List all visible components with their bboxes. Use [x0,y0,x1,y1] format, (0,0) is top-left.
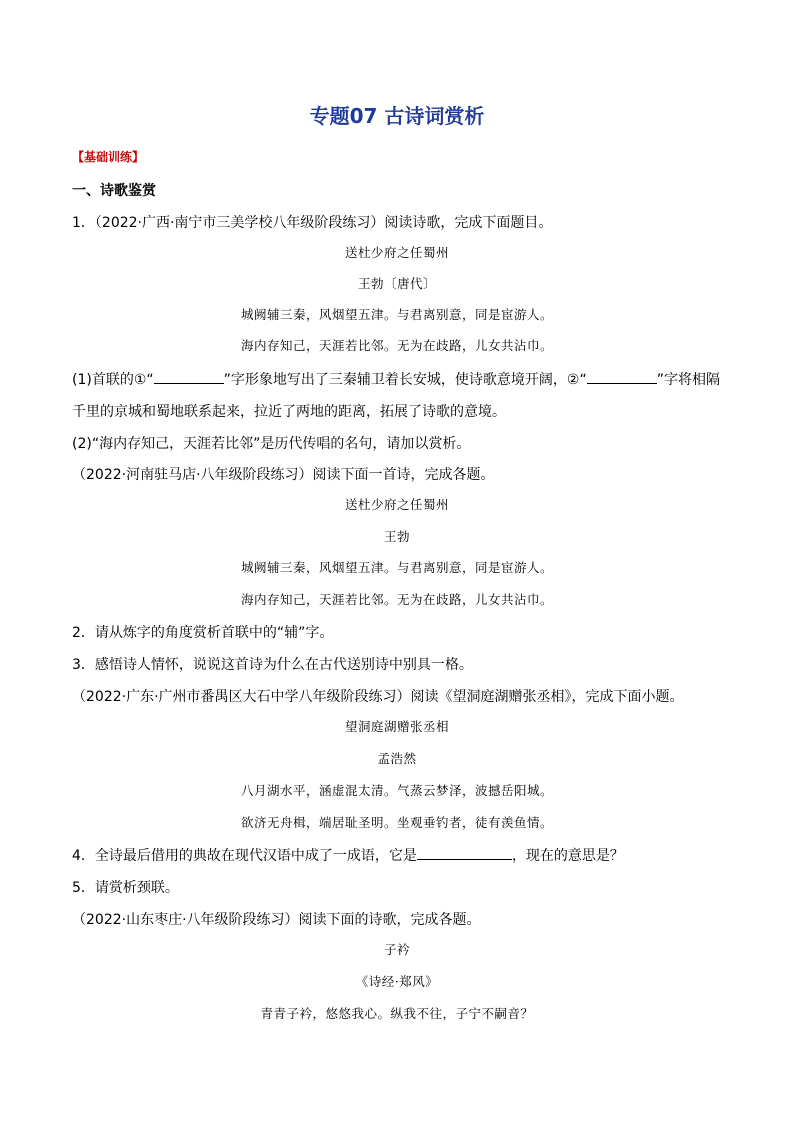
poem-title-2: 送杜少府之任蜀州 [344,497,449,512]
question-2: 2．请从炼字的角度赏析首联中的“辅”字。 [72,625,334,641]
poem-author-3: 孟浩然 [377,751,417,766]
answer-blank[interactable] [587,369,657,384]
question-text: (1)首联的①“ [72,372,154,388]
answer-blank[interactable] [417,845,512,860]
poem-author-2: 王勃 [383,529,410,544]
question-text: ，现在的意思是？ [511,848,624,864]
question-text: ”字形象地写出了三秦辅卫着长安城，使诗歌意境开阔，②“ [223,372,587,388]
poem-title-4: 子衿 [383,942,410,957]
question-text: 4．全诗最后借用的典故在现代汉语中成了一成语，它是 [72,848,417,864]
question-1-1-cont: 千里的京城和蜀地联系起来，拉近了两地的距离，拓展了诗歌的意境。 [72,404,506,420]
poem-line: 海内存知己，天涯若比邻。无为在歧路，儿女共沾巾。 [240,338,553,353]
question-1-2: (2)“海内存知己，天涯若比邻”是历代传唱的名句，请加以赏析。 [72,436,471,452]
question-1-1 [72,369,720,389]
section-heading: 一、诗歌鉴赏 [72,183,156,199]
question-5: 5．请赏析颈联。 [72,880,179,896]
question-text: ”字将相隔 [656,372,720,388]
question-intro-1: 1．（2022·广西·南宁市三美学校八年级阶段练习）阅读诗歌，完成下面题目。 [72,215,553,231]
question-intro-3: （2022·广东·广州市番禺区大石中学八年级阶段练习）阅读《望洞庭湖赠张丞相》，完成下面小题。 [72,689,684,705]
question-intro-4: （2022·山东枣庄·八年级阶段练习）阅读下面的诗歌，完成各题。 [72,912,481,928]
poem-title-3: 望洞庭湖赠张丞相 [344,719,449,734]
poem-line: 欲济无舟楫，端居耻圣明。坐观垂钓者，徒有羡鱼情。 [240,815,553,830]
poem-line: 城阙辅三秦，风烟望五津。与君离别意，同是宦游人。 [240,307,553,322]
poem-line: 城阙辅三秦，风烟望五津。与君离别意，同是宦游人。 [240,560,553,575]
poem-author-4: 《诗经·郑风》 [355,974,439,989]
question-intro-2: （2022·河南驻马店·八年级阶段练习）阅读下面一首诗，完成各题。 [72,467,495,483]
poem-author-1: 王勃〔唐代〕 [357,276,436,291]
section-tag: 【基础训练】 [72,150,145,164]
answer-blank[interactable] [154,369,224,384]
poem-line: 青青子衿，悠悠我心。纵我不往，子宁不嗣音？ [260,1006,534,1021]
poem-line: 海内存知己，天涯若比邻。无为在歧路，儿女共沾巾。 [240,592,553,607]
page-title: 专题07 古诗词赏析 [309,104,485,128]
poem-title-1: 送杜少府之任蜀州 [344,245,449,260]
poem-line: 八月湖水平，涵虚混太清。气蒸云梦泽，波撼岳阳城。 [240,783,553,798]
question-3: 3．感悟诗人情怀，说说这首诗为什么在古代送别诗中别具一格。 [72,657,473,673]
question-4 [72,845,624,865]
